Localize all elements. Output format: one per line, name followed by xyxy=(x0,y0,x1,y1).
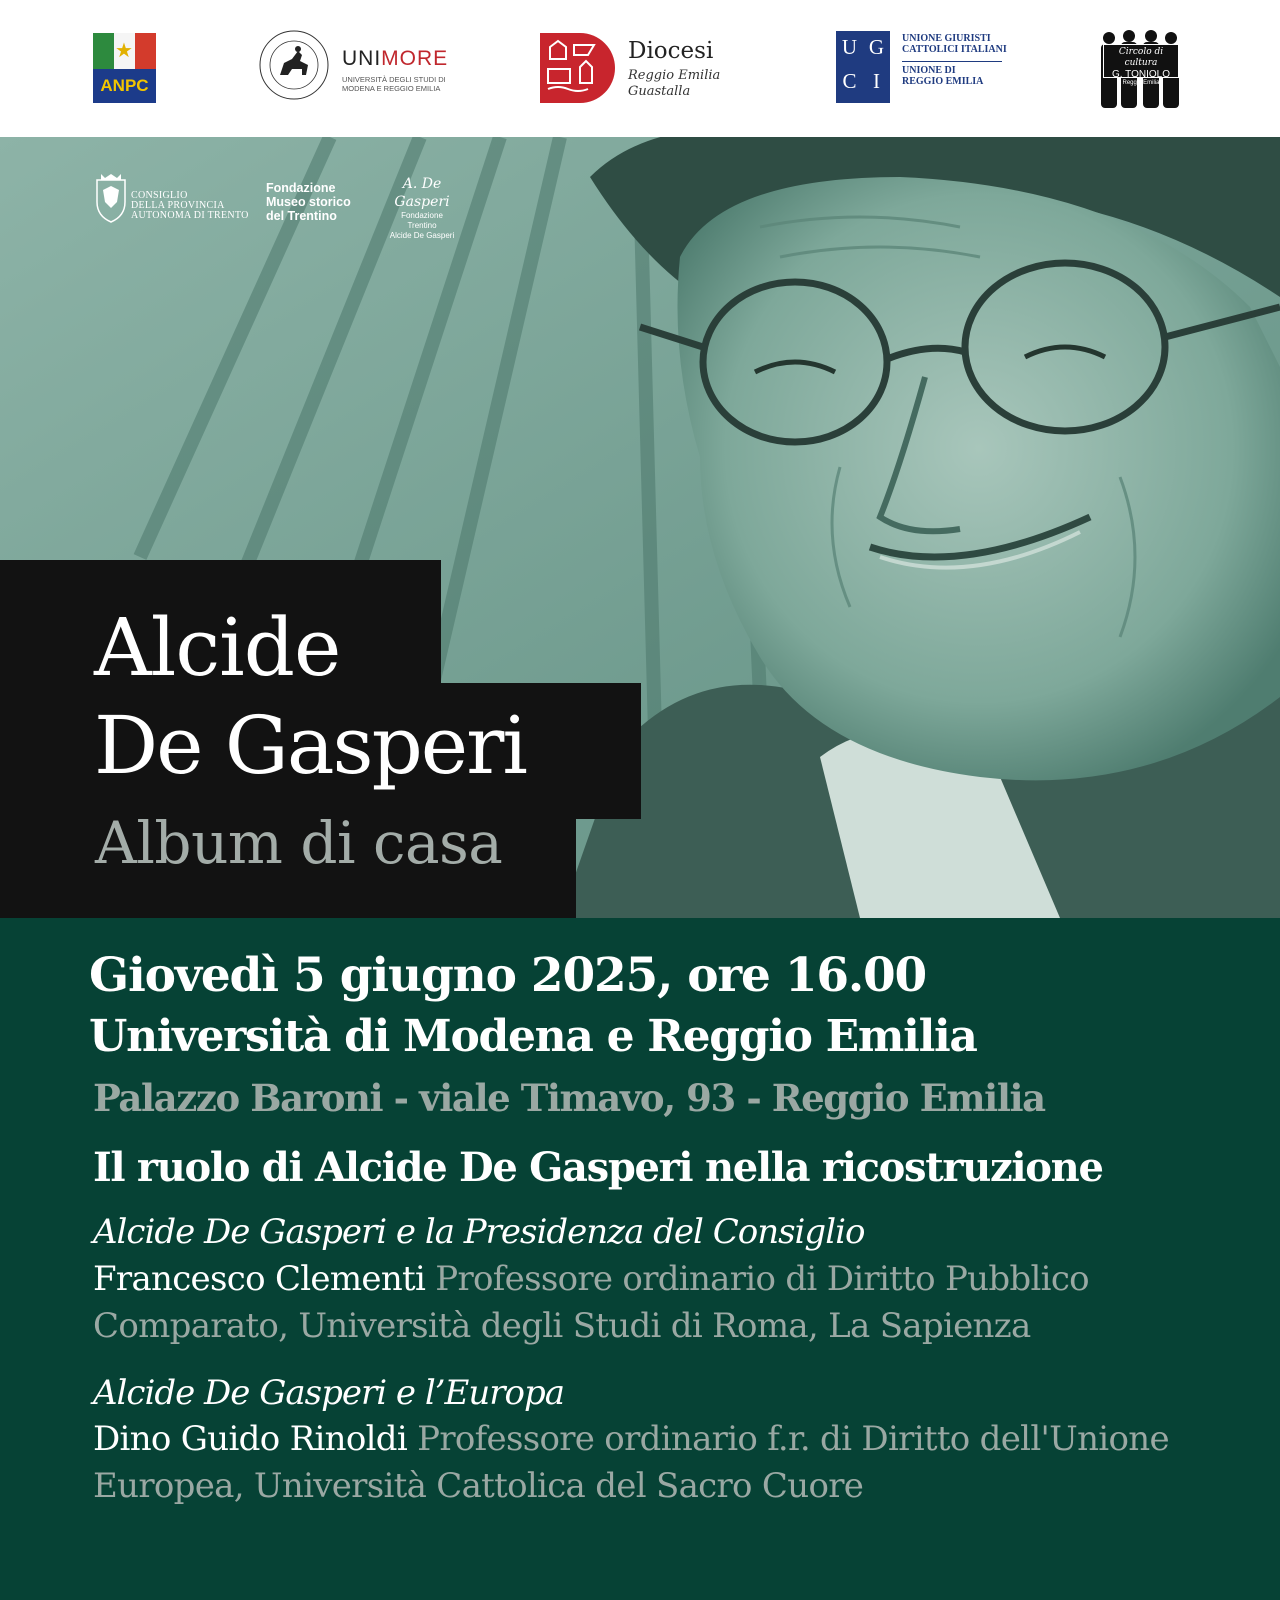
fondazione-de-gasperi-logo xyxy=(386,175,458,241)
toniolo-line-2: G. TONIOLO xyxy=(1112,69,1170,80)
ugci-name xyxy=(902,33,1007,55)
fondazione-line-2: Alcide De Gasperi xyxy=(389,231,455,240)
title-subtitle: Album di casa xyxy=(95,809,503,877)
toniolo-line-1: Circolo di cultura xyxy=(1118,47,1164,68)
museo-storico-logo xyxy=(266,181,351,223)
speaker-name: Francesco Clementi xyxy=(93,1259,426,1299)
toniolo-logo xyxy=(1095,28,1185,110)
ugci-line-3: UNIONE DI xyxy=(902,65,956,76)
logo-bar xyxy=(0,0,1280,137)
talk-title: Alcide De Gasperi e la Presidenza del Consiglio xyxy=(93,1212,865,1252)
toniolo-label xyxy=(1103,44,1179,86)
talk-speaker xyxy=(93,1256,1243,1350)
ugci-line-1: UNIONE GIURISTI xyxy=(902,33,991,44)
ugci-letter: G xyxy=(868,35,885,59)
speaker-role: Professore ordinario f.r. di Diritto dell'Unione Europea, Università Cattolica del Sacro Cuore xyxy=(93,1419,1169,1506)
toniolo-line-3: Reggio Emilia xyxy=(1122,80,1160,86)
sub-logos xyxy=(93,172,493,240)
ugci-mark xyxy=(836,31,890,103)
title-first-name: Alcide xyxy=(94,601,341,694)
ugci-logo xyxy=(836,31,1016,105)
ugci-letter: U xyxy=(841,35,858,59)
talk-title: Alcide De Gasperi e l’Europa xyxy=(93,1373,565,1413)
ugci-letter: C xyxy=(842,69,857,93)
signature-mark: A. De Gasperi xyxy=(394,176,450,210)
diocesi-d-icon xyxy=(540,33,616,103)
ugci-line-4: REGGIO EMILIA xyxy=(902,76,984,87)
event-theme: Il ruolo di Alcide De Gasperi nella ricostruzione xyxy=(93,1144,1103,1191)
event-university: Università di Modena e Reggio Emilia xyxy=(89,1011,977,1062)
talk-speaker xyxy=(93,1416,1243,1510)
diocesi-sub-1: Reggio Emilia xyxy=(628,68,721,83)
event-venue: Palazzo Baroni - viale Timavo, 93 - Reggio Emilia xyxy=(93,1076,1045,1120)
consiglio-line-1: CONSIGLIO xyxy=(131,190,188,201)
museo-line-2: Museo storico xyxy=(266,195,351,209)
diocesi-sub-2: Guastalla xyxy=(628,84,691,99)
eagle-crest-icon xyxy=(93,172,129,224)
ugci-line-2: CATTOLICI ITALIANI xyxy=(902,44,1007,55)
diocesi-title: Diocesi xyxy=(628,38,714,64)
diocesi-logo xyxy=(540,33,730,105)
unimore-subtitle: UNIVERSITÀ DEGLI STUDI DI MODENA E REGGIO EMILIA xyxy=(342,75,446,93)
museo-line-1: Fondazione xyxy=(266,181,336,195)
ugci-divider xyxy=(902,61,1002,62)
ugci-section xyxy=(902,65,983,87)
event-date: Giovedì 5 giugno 2025, ore 16.00 xyxy=(89,948,927,1003)
speaker-name: Dino Guido Rinoldi xyxy=(93,1419,408,1459)
diocesi-subtitle xyxy=(628,68,720,100)
university-seal-icon xyxy=(258,29,330,101)
museo-line-3: del Trentino xyxy=(266,209,337,223)
anpc-label: ANPC xyxy=(93,69,156,103)
unimore-name: UNIMORE xyxy=(342,47,449,70)
fondazione-line-1: Fondazione Trentino xyxy=(401,211,443,230)
title-last-name: De Gasperi xyxy=(94,699,526,792)
anpc-logo xyxy=(93,33,156,103)
ugci-letter: I xyxy=(873,69,880,93)
star-icon: ★ xyxy=(115,38,133,62)
consiglio-provincia-label xyxy=(131,191,249,221)
unimore-logo xyxy=(258,29,448,107)
consiglio-line-3: AUTONOMA DI TRENTO xyxy=(131,210,249,221)
consiglio-line-2: DELLA PROVINCIA xyxy=(131,200,225,211)
speaker-role: Professore ordinario di Diritto Pubblico Comparato, Università degli Studi di Roma, La Sapienza xyxy=(93,1259,1089,1346)
